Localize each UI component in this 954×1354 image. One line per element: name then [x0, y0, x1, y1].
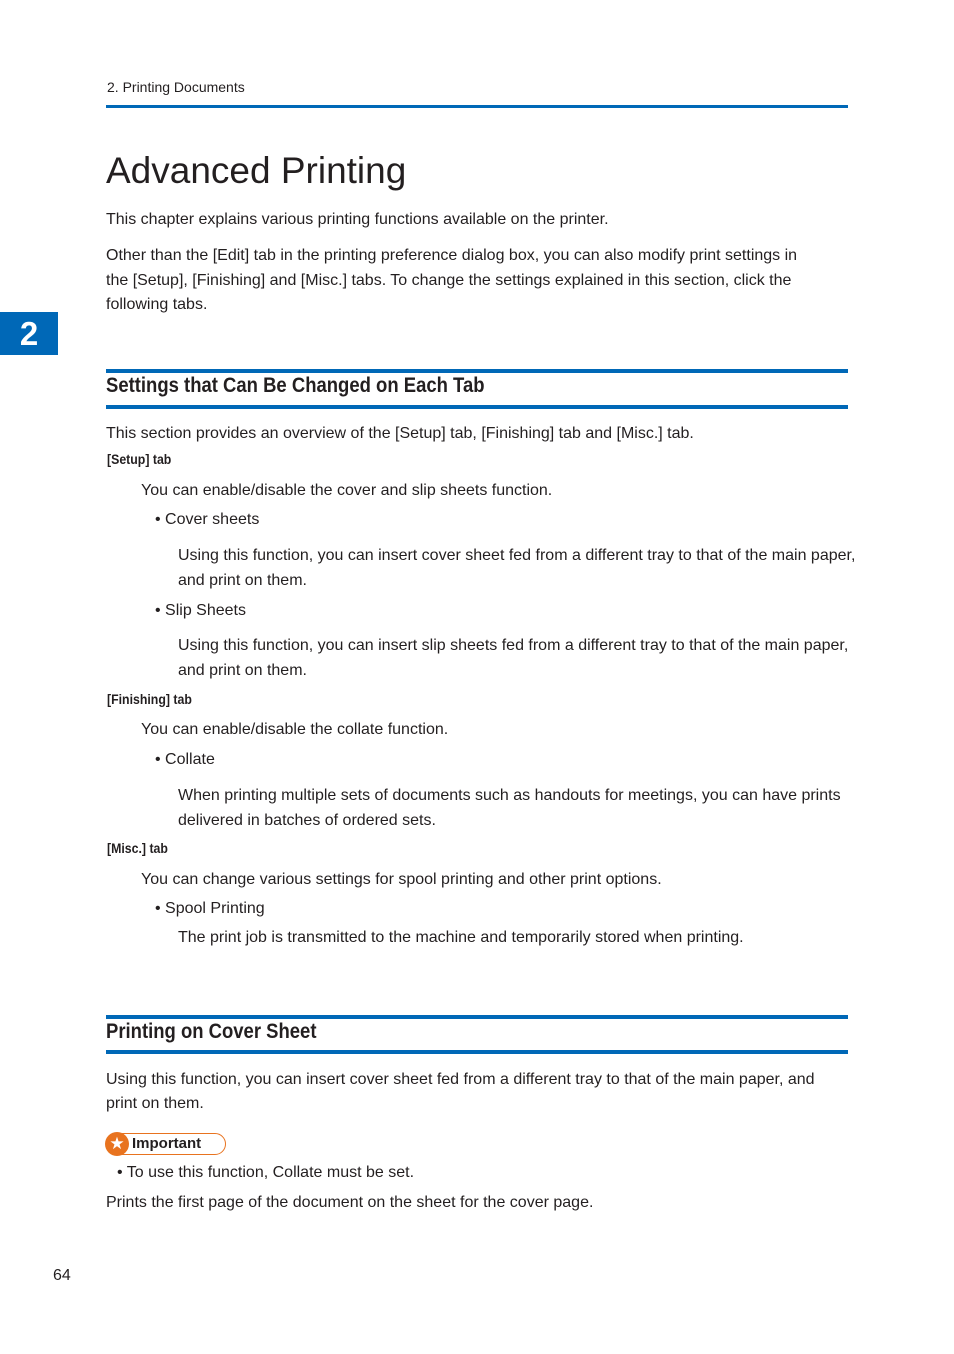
setup-tab-heading: [Setup] tab [107, 451, 172, 467]
section-rule-bottom [106, 405, 848, 409]
collate-bullet: • Collate [155, 751, 215, 768]
cover-sheet-intro-line-2: print on them. [106, 1095, 204, 1112]
intro-paragraph-2-line-1: Other than the [Edit] tab in the printing preference dialog box, you can also modify print settings in [106, 247, 798, 264]
slip-sheets-text-line-2: and print on them. [178, 662, 307, 679]
finishing-description: You can enable/disable the collate function. [141, 721, 449, 738]
important-badge [106, 1133, 226, 1155]
collate-text-line-2: delivered in batches of ordered sets. [178, 812, 436, 829]
cover-sheets-bullet: • Cover sheets [155, 511, 260, 528]
cover-sheets-text-line-1: Using this function, you can insert cover sheet fed from a different tray to that of the main paper, [178, 547, 856, 564]
spool-printing-bullet: • Spool Printing [155, 900, 265, 917]
running-head: 2. Printing Documents [107, 79, 245, 95]
section-overview: This section provides an overview of the [Setup] tab, [Finishing] tab and [Misc.] tab. [106, 425, 694, 442]
slip-sheets-bullet: • Slip Sheets [155, 602, 246, 619]
header-rule [106, 105, 848, 108]
star-icon: ★ [105, 1132, 129, 1156]
intro-paragraph-1: This chapter explains various printing functions available on the printer. [106, 211, 609, 228]
misc-description: You can change various settings for spool printing and other print options. [141, 871, 662, 888]
important-label: Important [132, 1135, 202, 1152]
section-heading-cover-sheet: Printing on Cover Sheet [106, 1020, 317, 1043]
cover-sheet-intro-line-1: Using this function, you can insert cover sheet fed from a different tray to that of the main paper, and [106, 1071, 815, 1088]
chapter-tab: 2 [0, 312, 58, 355]
page-number: 64 [53, 1267, 71, 1284]
intro-paragraph-2-line-3: following tabs. [106, 296, 208, 313]
important-bullet: • To use this function, Collate must be set. [117, 1164, 415, 1181]
finishing-tab-heading: [Finishing] tab [107, 691, 192, 707]
cover-sheet-closing: Prints the first page of the document on the sheet for the cover page. [106, 1194, 594, 1211]
collate-text-line-1: When printing multiple sets of documents such as handouts for meetings, you can have prints [178, 787, 841, 804]
section-heading-settings: Settings that Can Be Changed on Each Tab [106, 374, 485, 397]
spool-printing-text: The print job is transmitted to the machine and temporarily stored when printing. [178, 929, 744, 946]
section-rule-top [106, 1015, 848, 1019]
slip-sheets-text-line-1: Using this function, you can insert slip sheets fed from a different tray to that of the main paper, [178, 637, 849, 654]
setup-description: You can enable/disable the cover and slip sheets function. [141, 482, 553, 499]
section-rule-top [106, 369, 848, 373]
cover-sheets-text-line-2: and print on them. [178, 572, 307, 589]
intro-paragraph-2-line-2: the [Setup], [Finishing] and [Misc.] tabs. To change the settings explained in this section, click the [106, 272, 792, 289]
page-title: Advanced Printing [106, 150, 407, 191]
misc-tab-heading: [Misc.] tab [107, 840, 168, 856]
section-rule-bottom [106, 1050, 848, 1054]
